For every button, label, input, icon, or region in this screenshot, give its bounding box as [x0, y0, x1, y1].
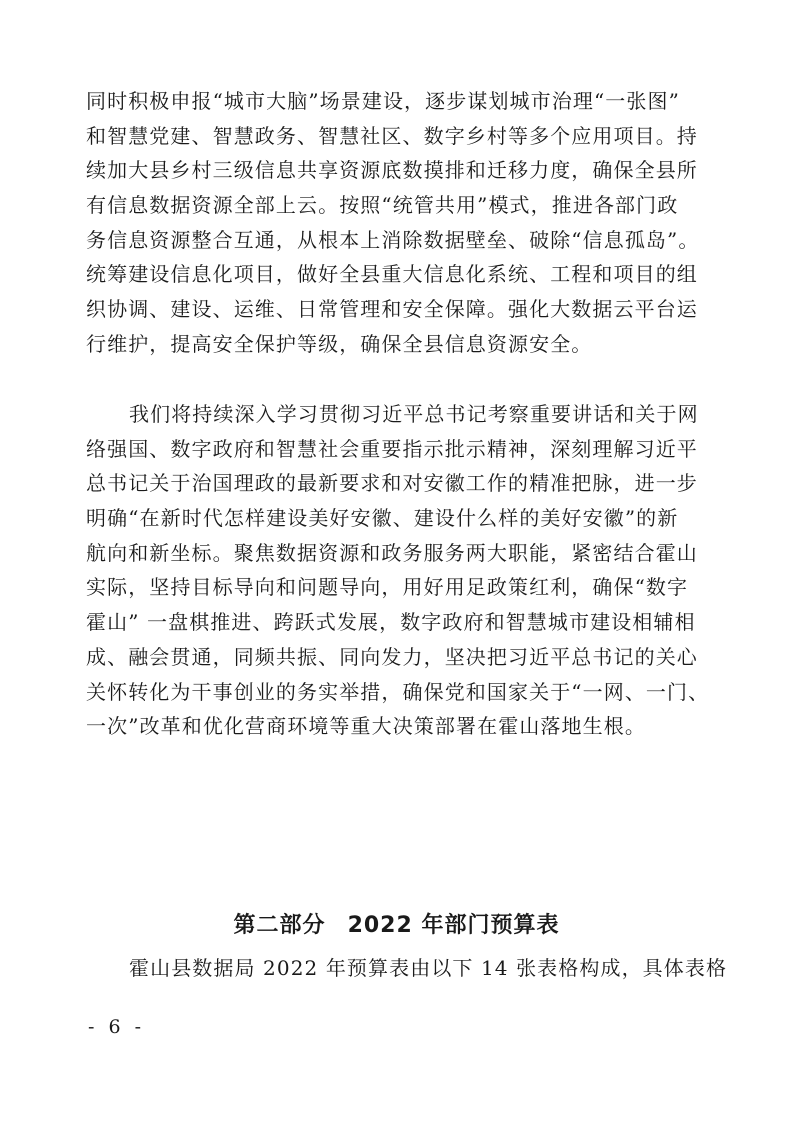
text-line: 络强国、数字政府和智慧社会重要指示批示精神，深刻理解习近平: [86, 436, 698, 461]
text-line: 和智慧党建、智慧政务、智慧社区、数字乡村等多个应用项目。持: [86, 123, 698, 148]
text-line: 总书记关于治国理政的最新要求和对安徽工作的精准把脉，进一步: [86, 471, 698, 496]
section-heading: [0, 908, 793, 939]
text-line: 一次”改革和优化营商环境等重大决策部署在霍山落地生根。: [86, 714, 646, 739]
text-line: 行维护，提高安全保护等级，确保全县信息资源安全。: [86, 331, 593, 356]
text-line: 务信息资源整合互通，从根本上消除数据壁垒、破除“信息孤岛”。: [86, 227, 700, 252]
text-line: 我们将持续深入学习贯彻习近平总书记考察重要讲话和关于网: [129, 402, 699, 426]
text-line: 续加大县乡村三级信息共享资源底数摸排和迁移力度，确保全县所: [86, 158, 698, 183]
text-line: 统筹建设信息化项目，做好全县重大信息化系统、工程和项目的组: [86, 262, 698, 287]
text-line: 关怀转化为干事创业的务实举措，确保党和国家关于“一网、一门、: [86, 679, 710, 704]
section-heading-name: 2022 年部门预算表: [347, 913, 560, 938]
text-line: 霍山县数据局 2022 年预算表由以下 14 张表格构成，具体表格: [129, 956, 728, 980]
text-line: 明确“在新时代怎样建设美好安徽、建设什么样的美好安徽”的新: [86, 506, 679, 531]
text-line: 实际，坚持目标导向和问题导向，用好用足政策红利，确保“数字: [86, 575, 689, 600]
text-line: 有信息数据资源全部上云。按照“统管共用”模式，推进各部门政: [86, 193, 679, 218]
body-paragraph-2: [86, 397, 726, 744]
text-line: 同时积极申报“城市大脑”场景建设，逐步谋划城市治理“一张图”: [86, 89, 680, 113]
text-line: 航向和新坐标。聚焦数据资源和政务服务两大职能，紧密结合霍山: [86, 540, 698, 565]
body-paragraph-3: [86, 951, 726, 986]
section-heading-part: 第二部分: [233, 913, 326, 938]
text-line: 织协调、建设、运维、日常管理和安全保障。强化大数据云平台运: [86, 297, 698, 322]
text-line: 成、融会贯通，同频共振、同向发力，坚决把习近平总书记的关心: [86, 644, 698, 669]
page-number: - 6 -: [88, 1016, 146, 1038]
body-paragraph-1: [86, 84, 726, 362]
text-line: 霍山” 一盘棋推进、跨跃式发展，数字政府和智慧城市建设相辅相: [86, 610, 696, 635]
